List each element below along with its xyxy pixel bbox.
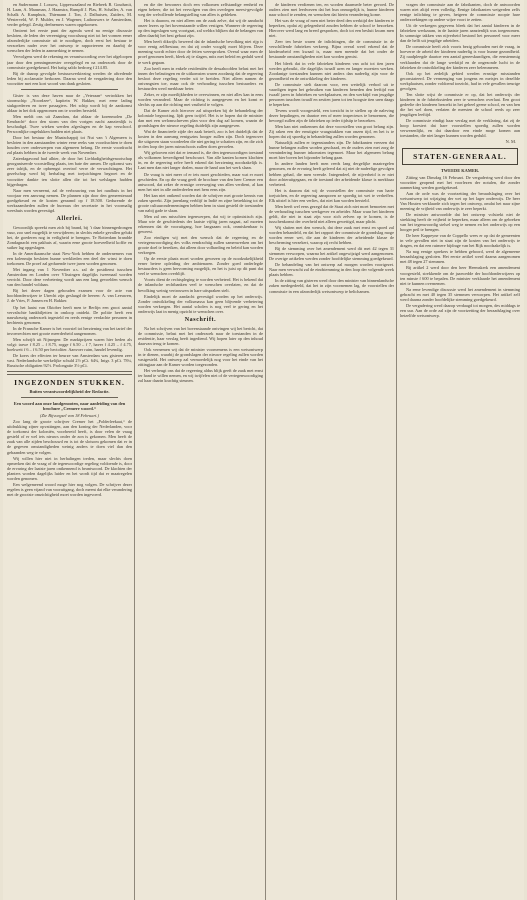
paragraph: De minister antwoordde dat het ontwerp volstrekt niet de strekking heeft de vrijheid te beperken, maar alleen om de gebreken van het tegenwoordig stelsel weg te nemen en het onderwijs op een hooger peil te brengen.: [400, 212, 520, 233]
divider: [21, 397, 118, 398]
section-heading-allerlei: Allerlei.: [56, 215, 83, 222]
paragraph: Zaterdagavond had alhier, de door het Liefdadigheidsgenootschap georganiseerde voorstelling plaats, ten bate der armen. De opkomst was zeer talrijk, en de opbrengst overtrof verre de verwachtingen. Het gezelschap werd bij herhaling met toejuichingen begroet en de voorzitter dankte ten slotte allen die tot het welslagen hadden bijgedragen.: [7, 156, 132, 187]
paragraph: Voorts dient de rechtspleging te worden verbeterd. Het is bekend dat de inlandsche rechtbanken veel te wenschen overlaten, en dat de bevolking weinig vertrouwen in hare uitspraken stelt.: [138, 277, 263, 293]
paragraph: Natuurlijk zullen er tegenstanders zijn. De fabrikanten vreezen dat hunne belangen zullen worden geschaad, en de ouders zien met zorg de vermindering hunner inkomsten tegemoet. Maar het algemeen belang moet hier boven het bijzonder belang gaan.: [269, 140, 394, 161]
paragraph: Zitting van Dinsdag 16 Februari. De vergadering werd door den voorzitter geopend met het voorlezen der notulen, die zonder aanmerking werden goedgekeurd.: [400, 174, 520, 190]
paragraph: Het verheugt ons dat de regeering aldus blijk geeft de zaak met ernst ter hand te willen nemen, en wij twijfelen niet of de vertegenwoordiging zal haar daarin krachtig steunen.: [138, 368, 263, 384]
letter-note: (Zie Bijvoegsel van 18 Februari.): [40, 412, 99, 418]
paragraph: Gewoonlijk spreekt men zich bij brand, bij ’t daar binnengedrongen vuur, zoo snel mogelijk te verwijderen; in slechts enkele gevallen gelukt het, de goederen nog in veiligheid te brengen. Te Rotterdam brandde Zondagnacht een pakhuis af, waarin eene groote hoeveelheid koffie en suiker lag opgeslagen.: [7, 224, 132, 251]
paragraph: de kinderen verdienen ten, en worden daarmede beter gevoed. De ouders zien met leedwezen dat het hun onmogelijk is, hunne kinderen naar school te zenden, en wenschen dat hierin verandering kome.: [269, 2, 394, 18]
paragraph: Men kan niet ontkennen dat deze voorstellen van groot belang zijn. Zij raken een der ernstigste vraagstukken van onzen tijd, en het is te hopen dat zij spoedig in behandeling zullen worden genomen.: [269, 124, 394, 140]
paragraph: De behandeling van het ontwerp zal morgen worden voortgezet. Naar men verwacht zal de eindstemming in den loop der volgende week plaats hebben.: [269, 262, 394, 278]
paragraph: Op de eerste plaats moet worden gewezen op de noodzakelijkheid eener betere opleiding der ambtenaren. Zonder goed onderlegde bestuurders is geen hervorming mogelijk, en het is juist op dit punt dat veel te wenschen overblijft.: [138, 256, 263, 277]
paragraph: Dat de Kamer zich hierover zal uitspreken bij de behandeling der koloniale begrooting, lijdt geen twijfel. Het is te hopen dat de minister dan met een welomschreven plan voor den dag zal komen, waarin de grondslagen der nieuwe regeling duidelijk zijn aangegeven.: [138, 107, 263, 129]
section-heading-ingezonden: INGEZONDEN STUKKEN.: [14, 377, 125, 387]
section-heading-staten-generaal: STATEN-GENERAAL.: [402, 148, 518, 165]
paragraph: Zoo heeft men in enkele residentiën de dessahoofden belast met het innen der belastingen en de uitkomsten waren zoodanig dat de regeering besloot deze regeling verder uit te breiden. Niet alleen namen de ontvangsten toe, maar ook de verhouding tusschen bestuurders en bestuurden werd merkbaar beter.: [138, 65, 263, 91]
paragraph: Bij de stemming over het amendement werd dit met 42 tegen 31 stemmen verworpen, waarna het artikel ongewijzigd werd aangenomen. De overige artikelen werden zonder hoofdelijke stemming goedgekeurd.: [269, 246, 394, 262]
paragraph: Bij het dezer dagen gehouden examen voor de acte van hoofdonderwijzer te Utrecht zijn geslaagd de heeren: A. van Leeuwen, J. de Vries, P. Jansen en H. Bakker.: [7, 288, 132, 304]
column-1: [7, 2, 132, 898]
paragraph: De vraag is niet meer of er iets moet geschieden, maar wat er moet geschieden. En op die vraag geeft de brochure van den heer Cremer een antwoord, dat zeker de ernstige overweging van allen verdient, al kan men het niet in alle onderdeelen met hem eens zijn.: [138, 171, 263, 192]
paragraph: Zeker, er zijn moeilijkheden te overwinnen, en niet alles kan in eens worden veranderd. Maar de richting is aangegeven en het komt er slechts op aan die richting met vastheid te volgen.: [138, 91, 263, 107]
divider: [7, 371, 132, 375]
paragraph: Ook op het zedelijk gebied werden ernstige misstanden geconstateerd. De vermenging van jongens en meisjes in dezelfde werkplaatsen, zonder voldoend toezicht, had in vele gevallen treurige gevolgen.: [400, 70, 520, 91]
paragraph: Men meldt ons uit Zaandam, dat aldaar de korenmolen „De Eendracht“ door den storm van den vorigen nacht aanzienlijk is beschadigd. Twee wieken werden afgeslagen en de kap verschoof. Persoonlijke ongelukken hadden niet plaats.: [7, 113, 132, 135]
newspaper-page: [3, 0, 524, 900]
paragraph: Naar men verneemt, zal de verbouwing van het raadhuis in het voorjaar een aanvang nemen. De plannen zijn door den gemeenteraad goedgekeurd en de kosten geraamd op f 18.500. Gedurende de werkzaamheden zullen de bureaux der secretarie in het voormalig weeshuis worden gevestigd.: [7, 187, 132, 213]
paragraph: Bij artikel 2 werd door den heer Heemskerk een amendement voorgesteld, strekkende om de jaarwedde der hoofdonderwijzers op ten minste f 600 te bepalen. De minister verklaarde het amendement niet te kunnen overnemen.: [400, 265, 520, 286]
paragraph: vragen der commissie aan de fabrikanten, doch de antwoorden waren niet altijd even volledig. Eenige fabrikanten weigerden zelfs eenige inlichting te geven, hetgeen de commissie noopte hare onderzoekingen op andere wijze voort te zetten.: [400, 2, 520, 23]
paragraph: Ten slotte wijst de commissie er op, dat het onderwijs der kinderen in de fabriekssteden zeer te wenschen overlaat. Een groot gedeelte der kinderen bezoekt in het geheel geene school, en van hen die het wel doen, verlaten de meesten de school reeds op zeer jeugdigen leeftijd.: [400, 91, 520, 117]
paragraph: Wij willen hier niet in herhalingen treden, maar slechts doen opmerken dat de vraag of de tegenwoordige regeling voldoende is, door de ervaring der laatste jaren ontkennend is beantwoord. De klachten der planters worden dagelijks luider en het wordt tijd dat er maatregelen worden genomen.: [7, 455, 132, 481]
paragraph: Omtrent het eerste punt der agenda werd na eenige discussie besloten, de leden der vereeniging vooralsnog niet tot het vormen eener afzonderlijke commissie uit te noodigen, doch eerst het bestuur te verzoeken nader over het ontwerp te rapporteeren en daarbij de wenschen der leden in aanmerking te nemen.: [7, 28, 132, 54]
paragraph: Vervolgens werd de rekening en verantwoording over het afgeloopen jaar door den penningmeester overgelegd en na onderzoek door de commissie goedgekeurd. Het batig saldo bedroeg f 214.85.: [7, 54, 132, 70]
paragraph: Men heeft dikwijls beweerd dat de inlandsche bevolking niet rijp is voor eenig zelfbestuur, en dat zij onder voogdij moet blijven. Deze meening wordt echter door de feiten weersproken. Overal waar men de proef genomen heeft, bleek zij te slagen, mits met beleid en geduld werd te werk gegaan.: [138, 39, 263, 65]
paragraph: Het was de vraag of men niet beter deed den werktijd der kinderen te beperken, opdat zij gelegenheid zouden hebben de school te bezoeken. Hierover werd lang en breed gesproken, doch tot een besluit kwam men niet.: [269, 18, 394, 39]
paragraph: In de Amerikaansche staat New-York hebben de ondernemers van een kolenmijn besloten hunne werklieden een deel der winst te doen toekomen. De proef zal gedurende twee jaren worden genomen.: [7, 251, 132, 267]
paragraph: Het kan niet ontkend worden dat de schrijver met groote kennis van zaken spreekt. Zijn jarenlang verblijf in Indië en zijne betrekking tot de groote cultuurondernemingen hebben hem in staat gesteld de toestanden van nabij gade te slaan.: [138, 192, 263, 213]
paragraph: Wij gelooven niet dat er iemand is, die den tegenwoordigen toestand als volkomen bevredigend beschouwt. Van alle kanten komen klachten in, en de regeering zelve heeft erkend dat herziening noodzakelijk is. Laat men dan niet langer dralen, maar de hand aan het werk slaan.: [138, 150, 263, 171]
column-3: [269, 2, 394, 898]
paragraph: Wij sluiten met den wensch, dat deze zaak met ernst en spoed zal worden behandeld, en dat het rapport der commissie de grondslag moge worden eener wet, die aan de kinderen der arbeidende klasse de bescherming verzekert, waarop zij recht hebben.: [269, 224, 394, 246]
paragraph: In de zitting van gisteren werd door den minister van binnenlandsche zaken medegedeeld, dat het in zijn voornemen lag, de voorstellen der commissie in een afzonderlijk wetsontwerp te belichamen.: [269, 278, 394, 294]
paragraph: Het bleek dat in vele fabrieken kinderen van acht tot tien jaren werden gebruikt, die dagelijks twaalf uren en langer moesten werken. Zoodanige toestanden kunnen niet anders dan nadeelig zijn voor de gezondheid en de ontwikkeling der kinderen.: [269, 60, 394, 81]
paragraph: De koers der effecten ter beurze van Amsterdam was gisteren zeer vast. Nederlandsche werkelijke schuld 2½ pCt. 64¾, Intgr. 3 pCt. 78¼, Russische obligatien 92½. Prolongatie 3½ pCt.: [7, 352, 132, 369]
paragraph: De heer Kappeyne van de Coppello wees er op dat de gemeenten in vele gevallen niet in staat zijn de kosten van het onderwijs te dragen, en dat een ruimere bijdrage van het Rijk noodzakelijk is.: [400, 233, 520, 249]
column-rule: [265, 0, 266, 900]
paragraph: Na het schrijven van het bovenstaande ontvingen wij het bericht, dat de commissie, belast met het onderzoek naar de toestanden in de residentie, haar verslag heeft ingediend. Wij hopen later op den inhoud daarvan terug te komen.: [138, 325, 263, 346]
paragraph: Men zal ons misschien tegenwerpen, dat wij te optimistisch zijn. Maar wie de geschiedenis der laatste vijftig jaren nagaat, zal moeten erkennen dat de vooruitgang, hoe langzaam ook, onmiskenbaar is geweest.: [138, 213, 263, 235]
paragraph: Op het laatst van Oktober heeft men te Berlijn een groot aantal vervalschte bankbiljetten in omloop ontdekt. De politie heeft een nauwkeurig onderzoek ingesteld en reeds eenige verdachte personen in hechtenis genomen.: [7, 304, 132, 325]
paragraph: Na nog eenige sprekers te hebben gehoord, werd de algemeene beraadslaging gesloten. Het eerste artikel werd daarna aangenomen met 48 tegen 27 stemmen.: [400, 249, 520, 265]
paragraph: Het is daarom, en niet alleen om de zaak zelve, dat wij de aandacht onzer lezers op het bovenstaande willen vestigen. Wanneer de regeering op den ingeslagen weg voortgaat, zal weldra blijken dat de belangen van allen daarbij het best gebaat zijn.: [138, 18, 263, 39]
paragraph: Eindelijk moet de aandacht gevestigd worden op het onderwijs. Zonder ontwikkeling der volksmassa kan geen blijvende verbetering worden verkregen. Het aantal scholen is nog veel te gering en het onderwijs laat in menig opzicht te wenschen over.: [138, 293, 263, 314]
paragraph: Zoo eindigen wij met den wensch dat de regeering en de vertegenwoordiging des volks eendrachtig zullen samenwerken om het groote doel te bereiken, dat alleen door volharding en beleid kan worden verkregen.: [138, 235, 263, 256]
paragraph: De vergadering werd daarop verdaagd tot morgen, des middags te een uur. Aan de orde zal zijn de voortzetting der beraadslaging over hetzelfde wetsontwerp.: [400, 302, 520, 318]
paragraph: Men heeft wel eens gezegd dat de Staat zich niet moet bemoeien met de verhouding tusschen werkgever en arbeider. Maar waar het kinderen geldt, die niet in staat zijn voor zich zelven op te komen, is de tusschenkomst der overheid niet alleen gewettigd, maar plicht.: [269, 203, 394, 224]
paragraph: Wat de financieele zijde der zaak betreft, zoo is het duidelijk dat de kosten in den aanvang eenigszins hooger zullen zijn. Doch tegenover die uitgaven staan voordeelen die niet gering te schatten zijn, en die zich in den loop der jaren ruimschoots zullen doen gevoelen.: [138, 129, 263, 150]
paragraph: Bij de daarop gevolgde bestuursverkiezing werden de aftredende leden bij acclamatie herkozen. Daarna werd de vergadering door den voorzitter met een kort woord van dank gesloten.: [7, 70, 132, 86]
column-2: [138, 2, 263, 898]
paragraph: In de Fransche Kamer is het voorstel tot herziening van het tarief der invoerrechten met groote meerderheid aangenomen.: [7, 325, 132, 336]
paragraph: Aan de orde was de voortzetting der beraadslaging over het wetsontwerp tot wijziging der wet op het lager onderwijs. De heer Van Houten verklaarde zich tegen het ontwerp, omdat het naar zijne meening de vrijheid van onderwijs te zeer beperkt.: [400, 190, 520, 211]
letter-title: Een woord aan onze landgenooten, naar aanleiding van den brochure „Cremere woord.“: [13, 401, 126, 412]
paragraph: Met ingang van 1 November a.s. zal de postdienst tusschen Amsterdam en Londen over Vlissingen dagelijks tweemaal worden verricht. Door deze verbetering wordt aan een lang gevoelden wensch van den handel voldaan.: [7, 267, 132, 288]
column-4: [400, 2, 520, 898]
paragraph: Zoo lang de groote schrijver Cremer het „Polderleekaat,“ de uitdrukking zijner opvattingen, aan den koning der Nederlanden, voor de toekomst der koloniën, voorbereid heeft, is door velen de vraag gesteld of er wel iets nieuws onder de zon is gekomen. Men heeft de zaak van alle zijden beschouwd en is tot de slotsom gekomen dat er in de gegeven omstandigheden weinig anders te doen viel dan den gebaanden weg te volgen.: [7, 419, 132, 455]
paragraph: Het is daarom dat wij de voorstellen der commissie van harte toejuichen, en de regeering aansporen ze spoedig tot wet te verheffen. Elk uitstel is hier een verlies, dat niet kan worden hersteld.: [269, 187, 394, 203]
column-rule: [396, 0, 397, 900]
chamber-heading: TWEEDE KAMER.: [440, 168, 480, 174]
paragraph: Na eene levendige discussie werd het amendement in stemming gebracht en met 40 tegen 35 stemmen verworpen. Het artikel zelf werd daarna zonder hoofdelijke stemming goedgekeurd.: [400, 286, 520, 302]
paragraph: De commissie stelt daarom voor, een wettelijk verbod uit te vaardigen tegen het gebruiken van kinderen beneden den leeftijd van twaalf jaren in fabrieken en werkplaatsen, en den werktijd van jeugdige personen tusschen twaalf en zestien jaren tot ten hoogste tien uren daags te beperken.: [269, 81, 394, 107]
paragraph: Ook vernemen wij dat de minister voornemens is een wetsontwerp in te dienen, waarbij de grondslagen der nieuwe regeling zullen worden vastgesteld. Het ontwerp zal vermoedelijk nog voor het einde van het zittingjaar aan de Kamer worden toegezonden.: [138, 346, 263, 368]
divider: [21, 89, 118, 90]
paragraph: De commissie heeft zich voorts bezig gehouden met de vraag, in hoeverre de arbeid der kinderen nadeelig is voor hunne gezondheid. Zij raadpleegde daartoe een aantal geneeskundigen, die eenstemmig verklaarden dat de lange werktijd en de ongezonde lucht in de fabrieken de ontwikkeling der kinderen zeer belemmeren.: [400, 44, 520, 70]
subheading-naschrift: Naschrift.: [184, 316, 217, 323]
column-rule: [134, 0, 135, 900]
paragraph: en Sudermann J. Lossow, Lippeswaaland en Riebeek B. Goudsmit, H. Laan, A. Maasman, J. Haanstra, Rumpff J. Plas, H. Schaller, A. van Schalk A. Kamphuis, Thiemann J. Ton, J. Dalhuisen, Zuiders, M. Westerveld, W. F. Mulder, en J. Wagener, Lathouwers te Amsterdam, verder gelegd. Zestig deelnemers waren opgekomen.: [7, 2, 132, 28]
paragraph: Gister is van deze haven naar de „Veteraan“ vertrokken het stoomschip „Noordzee“, kapitein W. Bakker, met eene lading stukgoederen en twee passagiers. Het schip wordt bij de aankomst aldaar in het dok opgenomen om te worden hersteld.: [7, 92, 132, 113]
paragraph: Door het bestuur der Maatschappij tot Nut van 't Algemeen is besloten in den aanstaanden winter eene reeks van voordrachten te doen houden over onderwerpen van algemeen belang. De eerste voordracht zal plaats hebben in de tweede week van November.: [7, 135, 132, 156]
paragraph: Men schrijft uit Nijmegen: De marktprijzen waren hier heden als volgt: tarwe f 8.25 – f 8.75, rogge f 6.50 – f 7, haver f 4.25 – f 4.75, boekweit f 6 – f 6.50 per hectoliter. Aanvoer ruim, handel levendig.: [7, 336, 132, 352]
paragraph: Tevens wordt voorgesteld, een toezicht in te stellen op de naleving dezer bepalingen, en daartoe een of meer inspecteurs te benoemen, die bevoegd zullen zijn de fabrieken op ieder tijdstip te bezoeken.: [269, 107, 394, 124]
section-subheading: Buiten verantwoordelijkheid der Redactie.: [29, 388, 110, 394]
paragraph: Zeer ten beste waren de inlichtingen, die de commissie in de verschillende fabrieken verkreeg. Bijna overal werd erkend dat de kinderarbeid een kwaad is, maar men meende dat het onder de bestaande omstandigheden niet kon worden gemist.: [269, 39, 394, 60]
paragraph: In andere landen heeft men reeds lang dergelijke maatregelen genomen, en de ervaring heeft geleerd dat zij niet de nadeelige gevolgen hebben gehad, die men vreesde. Integendeel, de nijverheid is er niet door achteruitgegaan, en de toestand der arbeidende klasse is merkbaar verbeterd.: [269, 161, 394, 187]
signature: N. M.: [505, 139, 516, 145]
paragraph: en die der bewoners doch een volkomen zelfstandige eenheid en eigen beheer, die tot het vervolgen van den overlegen meest-gevolgde weg der welwillende belangstelling van allen is gebleken.: [138, 2, 263, 18]
paragraph: Een welgemeend woord moge hier nog volgen. De schrijver dezer regelen is geen vijand van vooruitgang, doch meent dat elke verandering met de grootste omzichtigheid moet worden ingevoerd.: [7, 481, 132, 497]
paragraph: De commissie eindigt haar verslag met de verklaring, dat zij de hoop koestert dat hare voorstellen spoedig zullen worden verwezenlijkt, en dat daardoor een einde moge komen aan toestanden, die niet langer kunnen worden geduld.: [400, 118, 520, 139]
paragraph: Uit de verkregen gegevens bleek dat het aantal kinderen in de fabrieken werkzaam, in de laatste jaren aanzienlijk was toegenomen. In sommige takken van nijverheid bestond het personeel voor meer dan de helft uit jeugdige arbeiders.: [400, 23, 520, 44]
